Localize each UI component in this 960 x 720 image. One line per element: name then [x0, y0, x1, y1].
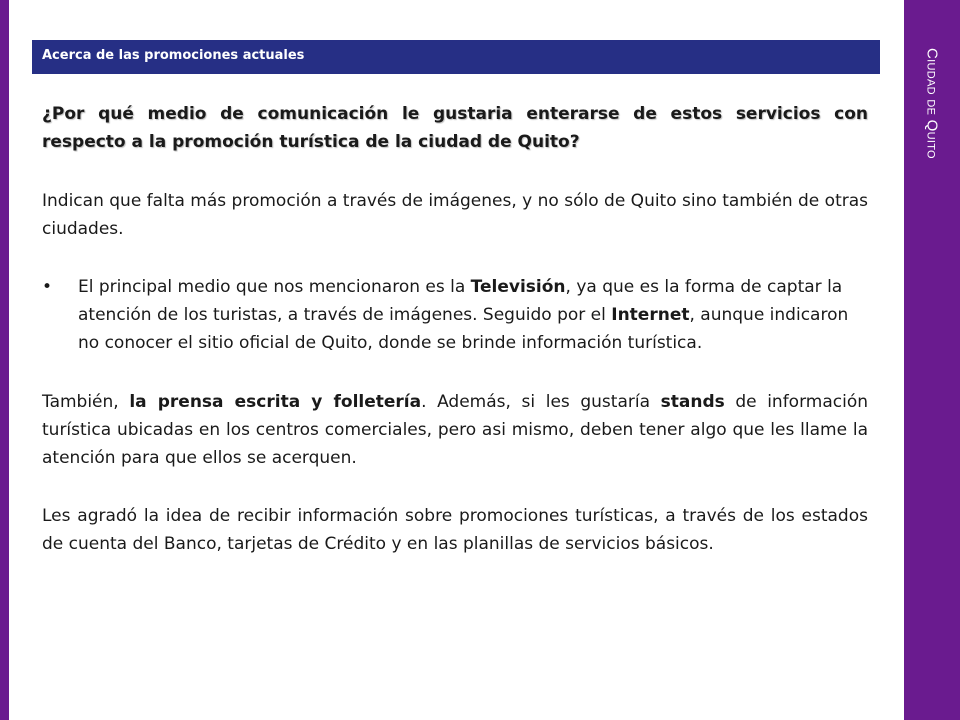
section-header-title: Acerca de las promociones actuales — [42, 48, 305, 63]
bullet-text-1: El principal medio que nos mencionaron es la — [78, 277, 471, 297]
press-text-1: También, — [42, 392, 130, 412]
press-text-2: . Además, si les gustaría — [421, 392, 661, 412]
press-bold-prensa: la prensa escrita y folletería — [129, 392, 422, 412]
left-accent-strip — [0, 0, 9, 720]
paragraph-images: Indican que falta más promoción a través de imágenes, y no sólo de Quito sino también de otras ciudades. — [42, 191, 868, 239]
bullet-marker: • — [42, 277, 53, 297]
bullet-item — [42, 273, 868, 357]
press-text-3: de información turística ubicadas en los centros comerciales, pero asi mismo, deben tener algo que les llame la atención para que ellos se acerquen. — [42, 392, 868, 468]
paragraph-bank: Les agradó la idea de recibir información sobre promociones turísticas, a través de los estados de cuenta del Banco, tarjetas de Crédito y en las planillas de servicios básicos. — [42, 506, 868, 554]
press-bold-stands: stands — [660, 392, 725, 412]
sidebar-title: Ciudad de Quito — [923, 48, 941, 159]
survey-question: ¿Por qué medio de comunicación le gustaria enterarse de estos servicios con respecto a la promoción turística de la ciudad de Quito? — [42, 104, 868, 152]
bullet-text-3: , aunque indicaron no conocer el sitio oficial de Quito, donde se brinde información turística. — [78, 305, 849, 353]
slide-body — [42, 100, 868, 588]
paragraph-press — [42, 388, 868, 472]
bullet-text-2: , ya que es la forma de captar la atención de los turistas, a través de imágenes. Seguido por el — [78, 277, 843, 325]
section-header — [32, 40, 880, 74]
bullet-bold-television: Televisión — [470, 277, 566, 297]
bullet-bold-internet: Internet — [611, 305, 690, 325]
